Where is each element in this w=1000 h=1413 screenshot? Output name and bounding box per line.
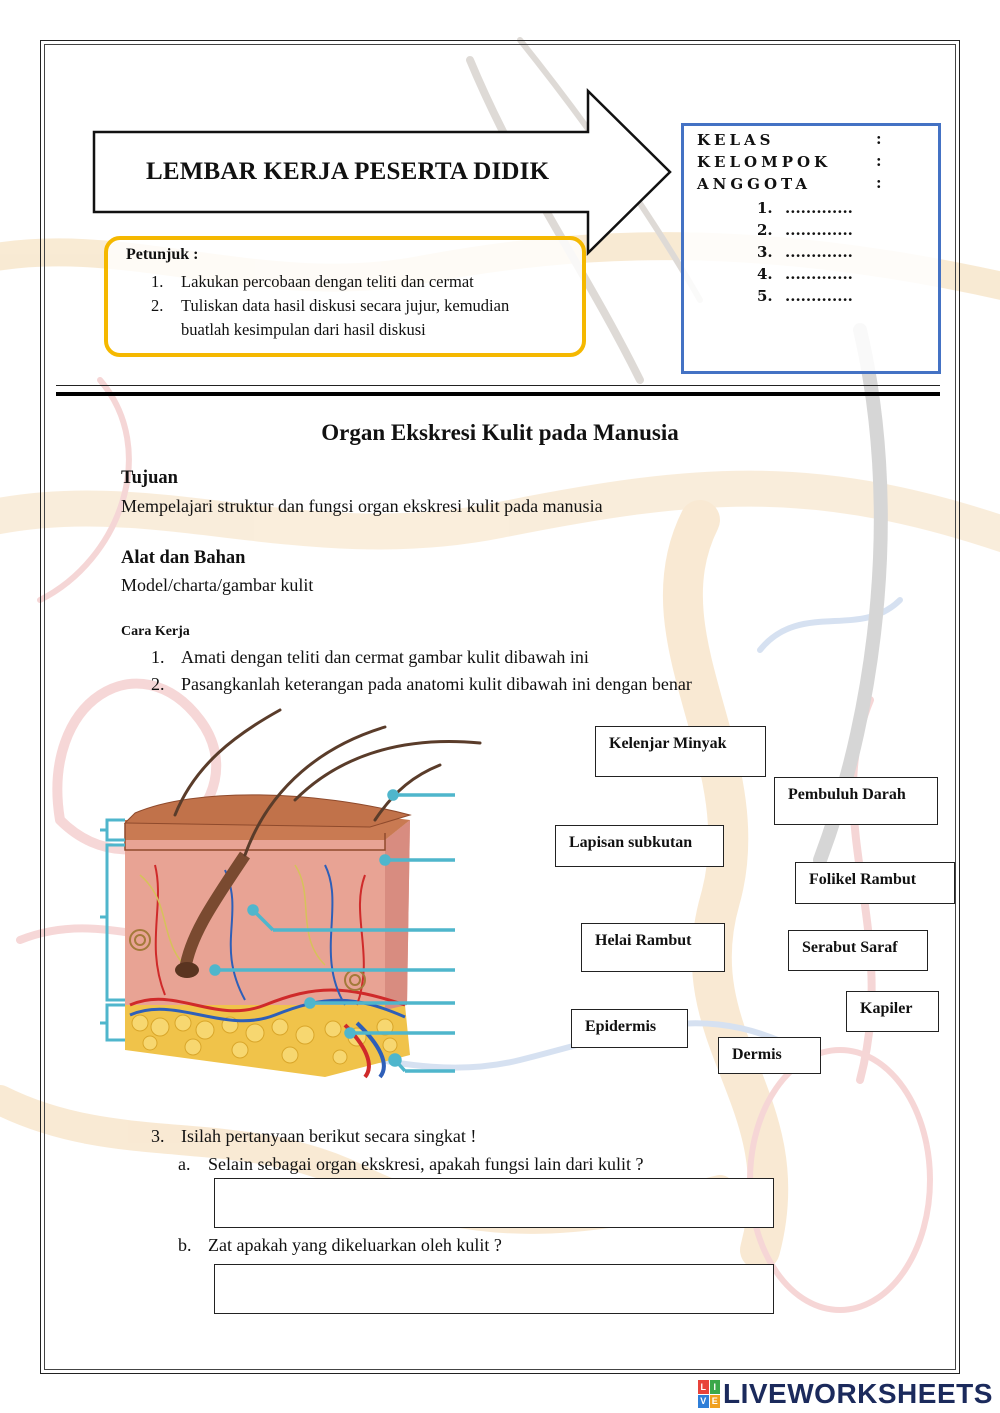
label-serabut-saraf[interactable]: Serabut Saraf: [788, 930, 928, 971]
alat-text: Model/charta/gambar kulit: [121, 575, 314, 595]
question-3: [151, 1126, 476, 1147]
label-pembuluh-darah[interactable]: Pembuluh Darah: [774, 777, 938, 825]
member-number: 2.: [757, 221, 773, 239]
member-3[interactable]: [757, 243, 853, 261]
kelompok-colon: :: [876, 151, 882, 170]
question-text: Zat apakah yang dikeluarkan oleh kulit ?: [208, 1235, 502, 1255]
kelas-label: KELAS: [697, 131, 775, 149]
instruction-item: [151, 320, 426, 340]
answer-field-b[interactable]: [214, 1264, 774, 1314]
instruction-text: Lakukan percobaan dengan teliti dan cermat: [181, 272, 474, 291]
label-kelenjar-minyak[interactable]: Kelenjar Minyak: [595, 726, 766, 777]
step-item: [151, 674, 692, 695]
tujuan-text: Mempelajari struktur dan fungsi organ ekskresi kulit pada manusia: [121, 496, 603, 516]
instruction-text: Tuliskan data hasil diskusi secara jujur, kemudian: [181, 296, 510, 315]
member-number: 3.: [757, 243, 773, 261]
divider-thin: [56, 385, 940, 386]
label-lapisan-subkutan[interactable]: Lapisan subkutan: [555, 825, 724, 867]
instruction-item: [151, 296, 509, 316]
liveworksheets-brand[interactable]: [698, 1377, 993, 1411]
member-number: 1.: [757, 199, 773, 217]
question-a: [178, 1154, 644, 1175]
label-epidermis[interactable]: Epidermis: [571, 1009, 688, 1048]
member-5[interactable]: [757, 287, 853, 305]
instruction-number: 2.: [151, 296, 164, 315]
divider-thick: [56, 392, 940, 396]
question-text: Isilah pertanyaan berikut secara singkat !: [181, 1126, 477, 1146]
member-2[interactable]: [757, 221, 853, 239]
kelompok-label: KELOMPOK: [697, 153, 832, 171]
anggota-label: ANGGOTA: [697, 175, 812, 193]
instruction-text: buatlah kesimpulan dari hasil diskusi: [181, 320, 426, 339]
member-1[interactable]: [757, 199, 853, 217]
tujuan-heading: Tujuan: [121, 468, 178, 488]
brand-text: LIVEWORKSHEETS: [723, 1378, 993, 1409]
question-text: Selain sebagai organ ekskresi, apakah fungsi lain dari kulit ?: [208, 1154, 644, 1174]
step-text: Pasangkanlah keterangan pada anatomi kulit dibawah ini dengan benar: [181, 674, 692, 694]
instructions-title: Petunjuk :: [126, 246, 199, 263]
label-dermis[interactable]: Dermis: [718, 1037, 821, 1074]
skin-anatomy-diagram: [95, 705, 495, 1090]
member-number: 4.: [757, 265, 773, 283]
worksheet-title: LEMBAR KERJA PESERTA DIDIK: [146, 158, 550, 185]
member-blank: .............: [785, 287, 853, 305]
step-item: [151, 647, 589, 668]
page-title: Organ Ekskresi Kulit pada Manusia: [321, 420, 679, 445]
member-number: 5.: [757, 287, 773, 305]
label-folikel-rambut[interactable]: Folikel Rambut: [795, 862, 955, 904]
cara-kerja-heading: Cara Kerja: [121, 624, 190, 639]
alat-heading: Alat dan Bahan: [121, 548, 246, 568]
member-blank: .............: [785, 265, 853, 283]
question-b: [178, 1235, 502, 1256]
step-text: Amati dengan teliti dan cermat gambar kulit dibawah ini: [181, 647, 589, 667]
liveworksheets-logo-icon: L I V E: [698, 1380, 720, 1408]
question-number: 3.: [151, 1126, 165, 1146]
label-helai-rambut[interactable]: Helai Rambut: [581, 923, 725, 972]
step-number: 2.: [151, 674, 165, 694]
kelas-colon: :: [876, 129, 882, 148]
member-blank: .............: [785, 199, 853, 217]
label-kapiler[interactable]: Kapiler: [846, 991, 939, 1032]
question-letter: a.: [178, 1154, 191, 1174]
anggota-colon: :: [876, 173, 882, 192]
answer-field-a[interactable]: [214, 1178, 774, 1228]
question-letter: b.: [178, 1235, 192, 1255]
member-4[interactable]: [757, 265, 853, 283]
instruction-number: 1.: [151, 272, 164, 291]
member-blank: .............: [785, 243, 853, 261]
member-blank: .............: [785, 221, 853, 239]
step-number: 1.: [151, 647, 165, 667]
instruction-item: [151, 272, 474, 292]
